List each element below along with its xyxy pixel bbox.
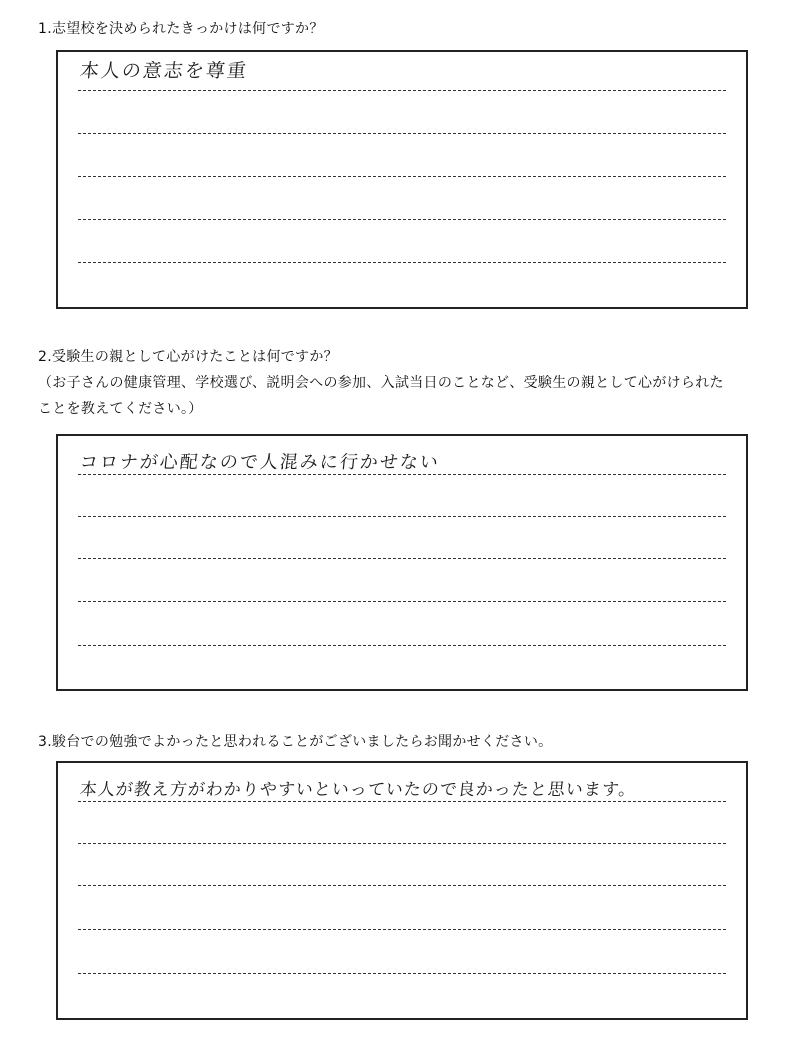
ruled-line — [78, 801, 726, 802]
question-2-note-line1: （お子さんの健康管理、学校選び、説明会への参加、入試当日のことなど、受験生の親として心がけられた — [38, 375, 724, 391]
ruled-line — [78, 133, 726, 134]
ruled-line — [78, 558, 726, 559]
ruled-line — [78, 474, 726, 475]
handwritten-answer-3: 本人が教え方がわかりやすいといっていたので良かったと思います。 — [78, 780, 638, 800]
answer-box-3 — [56, 761, 748, 1020]
question-2-note-line2: ことを教えてください。） — [38, 401, 203, 417]
ruled-line — [78, 929, 726, 930]
question-1-label: 1.志望校を決められたきっかけは何ですか？ — [38, 21, 324, 37]
ruled-line — [78, 90, 726, 91]
ruled-line — [78, 885, 726, 886]
ruled-line — [78, 516, 726, 517]
question-2-label: 2.受験生の親として心がけたことは何ですか？ — [38, 349, 338, 365]
answer-box-1 — [56, 50, 748, 309]
ruled-line — [78, 973, 726, 974]
handwritten-answer-1: 本人の意志を尊重 — [78, 60, 250, 82]
question-3-label: 3.駿台での勉強でよかったと思われることがございましたらお聞かせください。 — [38, 734, 553, 750]
ruled-line — [78, 645, 726, 646]
ruled-line — [78, 843, 726, 844]
ruled-line — [78, 176, 726, 177]
answer-box-2 — [56, 434, 748, 691]
ruled-line — [78, 601, 726, 602]
handwritten-answer-2: コロナが心配なので人混みに行かせない — [78, 452, 441, 473]
ruled-line — [78, 262, 726, 263]
ruled-line — [78, 219, 726, 220]
